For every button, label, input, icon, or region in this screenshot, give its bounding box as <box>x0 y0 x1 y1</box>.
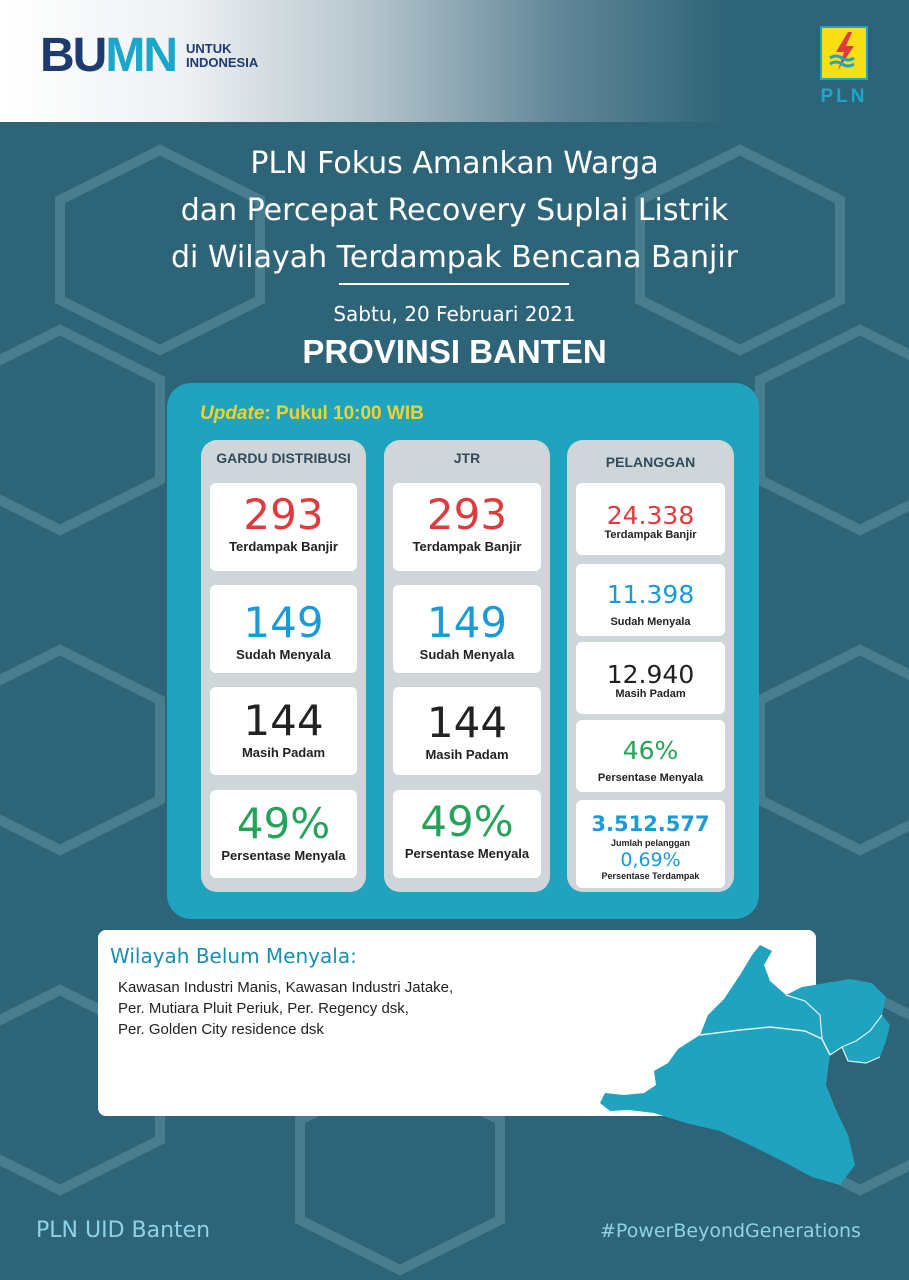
bumn-tagline-line2: INDONESIA <box>186 55 259 70</box>
column-header: PELANGGAN <box>605 454 696 470</box>
stat-label: Persentase Menyala <box>597 772 704 784</box>
region-line: Per. Mutiara Pluit Periuk, Per. Regency dsk, <box>118 1000 409 1017</box>
pln-logo <box>812 26 876 112</box>
update-value: : Pukul 10:00 WIB <box>264 403 424 424</box>
region-list <box>118 977 598 1040</box>
stat-value: 49% <box>236 799 331 848</box>
title-line-1: PLN Fokus Amankan Warga <box>250 146 659 181</box>
stat-value: 3.512.577 <box>591 812 710 836</box>
title-line-2: dan Percepat Recovery Suplai Listrik <box>180 193 729 228</box>
stat-card-percent <box>393 790 541 878</box>
stat-label: Persentase Menyala <box>221 848 346 863</box>
stat-card-percent <box>576 720 725 792</box>
stat-value: 12.940 <box>606 660 695 689</box>
report-date: Sabtu, 20 Februari 2021 <box>333 302 576 326</box>
stat-label: Sudah Menyala <box>419 647 515 662</box>
stat-value: 11.398 <box>606 580 695 609</box>
stat-value: 293 <box>426 490 508 539</box>
stat-value: 144 <box>243 696 324 745</box>
stat-card-total-customers <box>576 800 725 888</box>
pln-lightning-icon <box>820 26 868 80</box>
column-header: JTR <box>453 450 481 466</box>
stat-value: 149 <box>426 598 508 647</box>
bumn-letter-b: B <box>40 29 73 82</box>
stat-label: Terdampak Banjir <box>229 539 338 554</box>
page-title <box>0 140 909 281</box>
stat-card-affected <box>576 483 725 555</box>
stat-value: 46% <box>622 736 679 765</box>
stat-label: Sudah Menyala <box>236 647 331 662</box>
bumn-letter-u: U <box>72 29 106 82</box>
affected-percent-label: Persentase Terdampak <box>601 871 700 881</box>
affected-percent-value: 0,69% <box>620 849 681 871</box>
stat-card-off <box>393 687 541 775</box>
stat-label: Terdampak Banjir <box>604 529 697 541</box>
stat-label: Sudah Menyala <box>610 616 691 628</box>
bumn-tagline-line1: UNTUK <box>186 41 232 56</box>
province-name: PROVINSI BANTEN <box>302 333 607 370</box>
column-header: GARDU DISTRIBUSI <box>216 450 351 466</box>
stat-value: 293 <box>243 490 324 539</box>
stat-value: 149 <box>243 598 324 647</box>
region-line: Kawasan Industri Manis, Kawasan Industri Jatake, <box>118 979 454 996</box>
stat-label: Jumlah pelanggan <box>610 838 690 848</box>
column-gardu-distribusi <box>201 440 366 892</box>
column-pelanggan <box>567 440 734 892</box>
stat-value: 49% <box>420 797 514 846</box>
region-line: Per. Golden City residence dsk <box>118 1021 324 1038</box>
title-divider <box>339 283 569 285</box>
stat-label: Masih Padam <box>615 688 686 700</box>
stat-card-affected <box>210 483 357 571</box>
stat-value: 144 <box>426 698 508 747</box>
bumn-letters-mn: MN <box>105 29 176 82</box>
stat-card-restored <box>210 585 357 673</box>
stat-value: 24.338 <box>606 501 695 530</box>
stat-card-restored <box>576 564 725 636</box>
banten-map-icon <box>590 935 909 1195</box>
update-time <box>200 403 424 425</box>
footer-hashtag: #PowerBeyondGenerations <box>600 1220 861 1242</box>
map-region-south <box>600 1027 855 1185</box>
title-line-3: di Wilayah Terdampak Bencana Banjir <box>171 240 738 275</box>
column-jtr <box>384 440 550 892</box>
bumn-logo <box>40 29 259 82</box>
stat-label: Persentase Menyala <box>404 846 530 861</box>
stat-card-percent <box>210 790 357 878</box>
update-label: Update <box>200 403 265 424</box>
pln-wordmark: PLN <box>820 86 868 107</box>
bumn-wordmark <box>40 29 176 82</box>
stat-card-affected <box>393 483 541 571</box>
stat-card-off <box>210 687 357 775</box>
footer-unit-name: PLN UID Banten <box>36 1218 211 1243</box>
stat-label: Terdampak Banjir <box>412 539 522 554</box>
stat-label: Masih Padam <box>241 745 326 760</box>
region-title: Wilayah Belum Menyala: <box>110 944 357 968</box>
stat-label: Masih Padam <box>425 747 509 762</box>
stat-card-restored <box>393 585 541 673</box>
stat-card-off <box>576 642 725 714</box>
bumn-tagline <box>186 42 258 70</box>
